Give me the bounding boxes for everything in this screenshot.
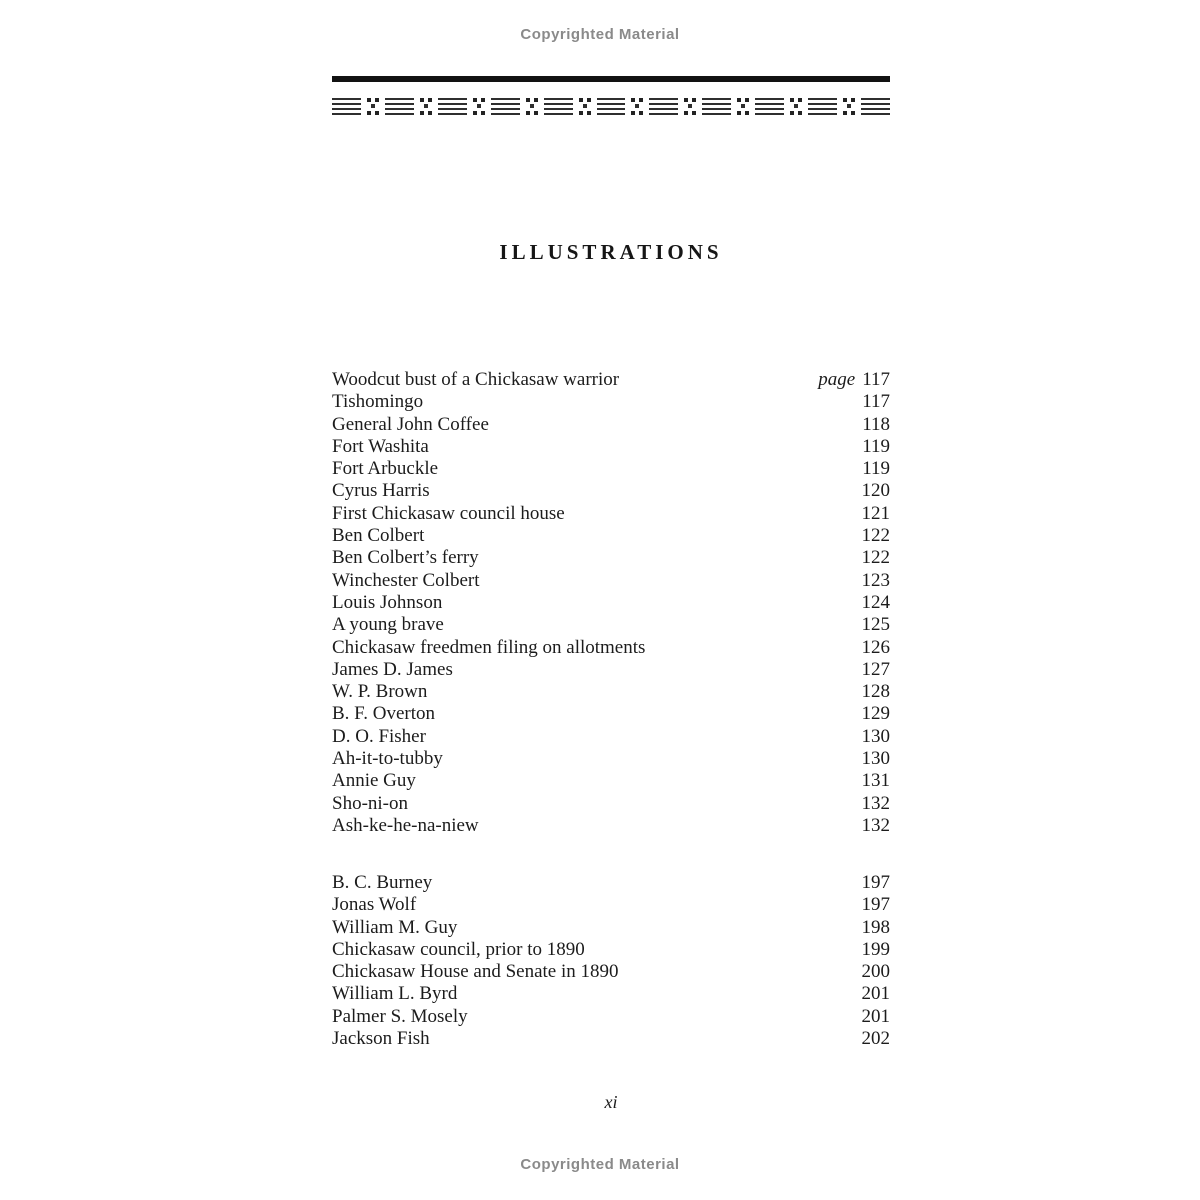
ornament-lines-segment <box>544 98 573 115</box>
ornament-lines-segment <box>438 98 467 115</box>
illustration-list-2 <box>332 872 890 1050</box>
illustration-page-number <box>862 681 891 703</box>
page-number-value: 123 <box>861 569 890 591</box>
illustration-title: B. C. Burney <box>332 872 433 893</box>
page-number-value: 124 <box>861 591 890 613</box>
illustration-page-number <box>862 592 891 614</box>
page-number-value: 117 <box>862 369 890 390</box>
page-number-value: 118 <box>862 413 890 435</box>
illustration-page-number <box>862 659 891 681</box>
illustration-entry <box>332 480 890 502</box>
illustration-title: Ash-ke-he-na-niew <box>332 814 479 836</box>
page-number-value: 201 <box>861 1005 890 1027</box>
illustration-title: W. P. Brown <box>332 681 428 703</box>
illustration-page-number <box>862 815 891 837</box>
ornament-dots-segment <box>420 98 432 115</box>
illustration-title: First Chickasaw council house <box>332 502 565 524</box>
illustration-title: Sho-ni-on <box>332 792 408 814</box>
page-number-value: 199 <box>861 938 890 960</box>
illustration-page-number <box>862 525 891 547</box>
illustration-page-number <box>862 939 891 961</box>
page-number-value: 119 <box>862 435 890 457</box>
ornament-dots-segment <box>579 98 591 115</box>
illustration-page-number <box>862 503 891 525</box>
header-rule <box>332 76 890 82</box>
page-number-value: 121 <box>861 502 890 524</box>
illustration-page-number <box>862 703 891 725</box>
illustration-page-number <box>862 748 891 770</box>
illustration-entry <box>332 726 890 748</box>
ornament-lines-segment <box>861 98 890 115</box>
page-number-value: 197 <box>861 894 890 916</box>
ornament-lines-segment <box>385 98 414 115</box>
ornament-dots-segment <box>367 98 379 115</box>
illustration-entry <box>332 1006 890 1028</box>
illustration-title: General John Coffee <box>332 413 489 435</box>
illustration-page-number <box>862 917 891 939</box>
illustration-page-number <box>862 872 891 894</box>
ornament-dots-segment <box>631 98 643 115</box>
page-title: ILLUSTRATIONS <box>499 240 723 264</box>
illustration-title: Fort Washita <box>332 435 429 457</box>
illustration-entry <box>332 637 890 659</box>
folio-page-number: xi <box>604 1092 618 1112</box>
page-word-label: page <box>818 369 856 390</box>
illustration-title: Louis Johnson <box>332 591 443 613</box>
illustration-title: Palmer S. Mosely <box>332 1005 468 1027</box>
illustration-entry <box>332 391 890 413</box>
illustration-title: Tishomingo <box>332 391 424 413</box>
page-number-value: 201 <box>861 983 890 1005</box>
illustration-entry <box>332 770 890 792</box>
illustration-entry <box>332 983 890 1005</box>
illustration-entry <box>332 1028 890 1050</box>
illustration-entry <box>332 547 890 569</box>
illustration-page-number <box>862 1028 891 1050</box>
page-number-value: 130 <box>861 748 890 770</box>
illustration-title: Jackson Fish <box>332 1028 430 1050</box>
illustration-entry <box>332 815 890 837</box>
illustration-entry <box>332 458 890 480</box>
illustration-title: William M. Guy <box>332 916 458 938</box>
page-number-value: 126 <box>861 636 890 658</box>
ornament-dots-segment <box>843 98 855 115</box>
ornament-lines-segment <box>808 98 837 115</box>
illustration-page-number <box>862 547 891 569</box>
illustration-entry <box>332 703 890 725</box>
illustration-title: B. F. Overton <box>332 703 435 725</box>
page-number-value: 125 <box>861 614 890 636</box>
illustration-title: A young brave <box>332 614 444 636</box>
illustration-title: Annie Guy <box>332 770 416 792</box>
illustration-page-number <box>862 793 891 815</box>
illustration-page-number <box>818 369 890 391</box>
illustration-page-number <box>862 983 891 1005</box>
illustration-entry <box>332 503 890 525</box>
illustration-page-number <box>862 637 891 659</box>
illustration-entry <box>332 659 890 681</box>
ornament-lines-segment <box>649 98 678 115</box>
illustration-entry <box>332 748 890 770</box>
ornament-lines-segment <box>755 98 784 115</box>
page-number-value: 132 <box>861 814 890 836</box>
illustration-entry <box>332 614 890 636</box>
illustration-page-number <box>862 480 891 502</box>
page-number-value: 130 <box>861 725 890 747</box>
page-number-value: 129 <box>861 703 890 725</box>
illustration-page-number <box>862 436 890 458</box>
copyright-watermark-top: Copyrighted Material <box>520 26 680 43</box>
ornament-lines-segment <box>597 98 626 115</box>
illustration-entry <box>332 436 890 458</box>
ornament-lines-segment <box>702 98 731 115</box>
page-number-value: 198 <box>861 916 890 938</box>
illustration-page-number <box>862 1006 891 1028</box>
ornament-dots-segment <box>684 98 696 115</box>
illustration-title: Woodcut bust of a Chickasaw warrior <box>332 369 620 390</box>
illustration-page-number <box>862 770 891 792</box>
page-number-value: 122 <box>861 547 890 569</box>
illustration-title: Cyrus Harris <box>332 480 430 502</box>
illustration-page-number <box>862 570 891 592</box>
illustration-title: Chickasaw freedmen filing on allotments <box>332 636 646 658</box>
illustration-list-1 <box>332 369 890 837</box>
illustration-page-number <box>862 391 890 413</box>
illustration-page-number <box>862 961 891 983</box>
illustration-title: Ah-it-to-tubby <box>332 748 443 770</box>
illustration-entry <box>332 939 890 961</box>
illustration-entry <box>332 369 890 391</box>
page-number-value: 200 <box>861 961 890 983</box>
page-number-value: 119 <box>862 458 890 480</box>
page-number-value: 120 <box>861 480 890 502</box>
illustration-title: Fort Arbuckle <box>332 458 439 480</box>
illustration-page-number <box>862 458 890 480</box>
illustration-entry <box>332 570 890 592</box>
illustration-page-number <box>862 894 891 916</box>
illustration-title: Ben Colbert’s ferry <box>332 547 479 569</box>
page-number-value: 132 <box>861 792 890 814</box>
illustration-entry <box>332 681 890 703</box>
illustration-entry <box>332 961 890 983</box>
page-number-value: 202 <box>861 1028 890 1050</box>
ornament-dots-segment <box>473 98 485 115</box>
ornament-band <box>332 96 890 116</box>
illustration-entry <box>332 872 890 894</box>
page-number-value: 122 <box>861 525 890 547</box>
illustration-title: D. O. Fisher <box>332 725 426 747</box>
illustration-entry <box>332 525 890 547</box>
illustration-page-number <box>862 726 891 748</box>
page-number-value: 128 <box>861 681 890 703</box>
copyright-watermark-bottom: Copyrighted Material <box>520 1156 680 1173</box>
illustration-title: Chickasaw council, prior to 1890 <box>332 938 585 960</box>
illustration-title: Ben Colbert <box>332 525 425 547</box>
illustration-entry <box>332 592 890 614</box>
illustration-page-number <box>862 414 890 436</box>
page-number-value: 127 <box>861 658 890 680</box>
illustration-title: Winchester Colbert <box>332 569 480 591</box>
illustration-entry <box>332 894 890 916</box>
illustration-page-number <box>862 614 891 636</box>
ornament-lines-segment <box>491 98 520 115</box>
ornament-dots-segment <box>737 98 749 115</box>
page-number-value: 131 <box>861 770 890 792</box>
illustration-entry <box>332 793 890 815</box>
ornament-dots-segment <box>790 98 802 115</box>
page-number-value: 197 <box>861 872 890 893</box>
illustration-title: James D. James <box>332 658 453 680</box>
illustration-entry <box>332 917 890 939</box>
illustration-title: Chickasaw House and Senate in 1890 <box>332 961 619 983</box>
illustration-title: William L. Byrd <box>332 983 458 1005</box>
page-number-value: 117 <box>862 391 890 413</box>
illustration-title: Jonas Wolf <box>332 894 417 916</box>
ornament-dots-segment <box>526 98 538 115</box>
ornament-lines-segment <box>332 98 361 115</box>
illustration-entry <box>332 414 890 436</box>
